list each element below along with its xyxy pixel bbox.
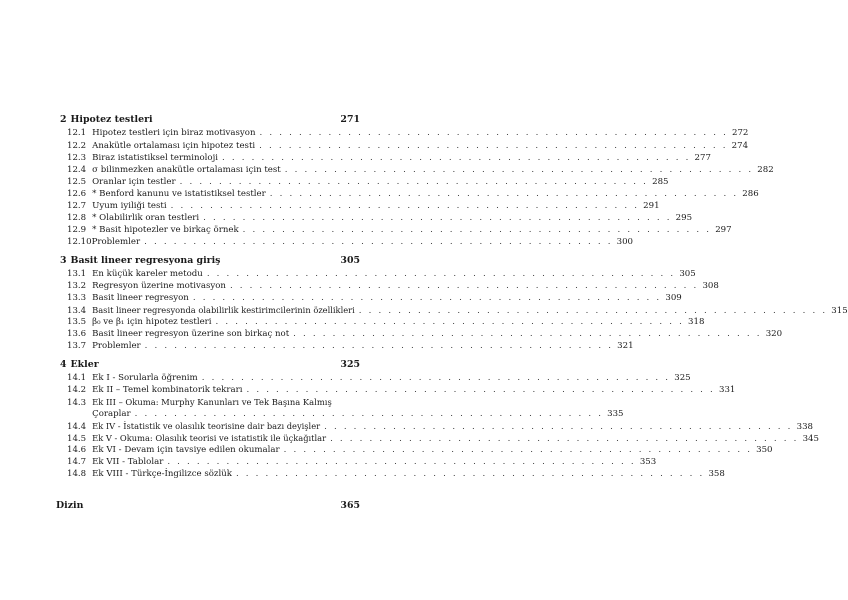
toc-entry-12-7[interactable]: 12.7 Uyum iyiliği testi . . . . . . . . . . . . . . . . . . . . . . . . . . . . . . . . . . . . . . . . . . . . . . . . 291	[67, 201, 660, 211]
chapter-14-heading[interactable]	[60, 360, 360, 370]
chapter-title: Basit lineer regresyona giriş	[70, 255, 221, 266]
toc-entry-14-5[interactable]: 14.5 Ek V - Okuma: Olasılık teorisi ve istatistik ile üçkağıtlar . . . . . . . . . . . . . . . . . . . . . . . . . . . . . . . . . . . . . . . . . . . . . . . . 345	[67, 433, 819, 444]
toc-entry-13-2[interactable]: 13.2 Regresyon üzerine motivasyon . . . . . . . . . . . . . . . . . . . . . . . . . . . . . . . . . . . . . . . . . . . . . . . . 308	[67, 281, 719, 291]
toc-entry-14-6[interactable]: 14.6 Ek VI - Devam için tavsiye edilen okumalar . . . . . . . . . . . . . . . . . . . . . . . . . . . . . . . . . . . . . . . . . . . . . . . . 350	[67, 445, 773, 455]
toc-entry-12-8[interactable]: 12.8 * Olabilirlik oran testleri . . . . . . . . . . . . . . . . . . . . . . . . . . . . . . . . . . . . . . . . . . . . . . . . 295	[67, 213, 693, 223]
toc-entry-14-3[interactable]: 14.3 Ek III – Okuma: Murphy Kanunları ve Tek Başına Kalmış	[67, 397, 332, 408]
toc-entry-14-7[interactable]: 14.7 Ek VII - Tablolar . . . . . . . . . . . . . . . . . . . . . . . . . . . . . . . . . . . . . . . . . . . . . . . . 353	[67, 457, 657, 467]
chapter-number: 2	[60, 114, 67, 125]
toc-entry-12-1[interactable]: 12.1 Hipotez testleri için biraz motivasyon . . . . . . . . . . . . . . . . . . . . . . . . . . . . . . . . . . . . . . . . . . . . . . . . 272	[67, 128, 749, 138]
toc-entry-14-8[interactable]: 14.8 Ek VIII - Türkçe-İngilizce sözlük . . . . . . . . . . . . . . . . . . . . . . . . . . . . . . . . . . . . . . . . . . . . . . . . 358	[67, 469, 725, 479]
toc-entry-13-5[interactable]: 13.5 β₀ ve β₁ için hipotez testleri . . . . . . . . . . . . . . . . . . . . . . . . . . . . . . . . . . . . . . . . . . . . . . . . 318	[67, 317, 705, 327]
toc-entry-13-4[interactable]: 13.4 Basit lineer regresyonda olabilirlik kestirimcilerinin özellikleri . . . . . . . . . . . . . . . . . . . . . . . . . . . . . . . . . . . . . . . . . . . . . . . . 315	[67, 305, 848, 316]
toc-entry-12-4[interactable]: 12.4 σ bilinmezken anakütle ortalaması için test . . . . . . . . . . . . . . . . . . . . . . . . . . . . . . . . . . . . . . . . . . . . . . . . 282	[67, 165, 774, 175]
toc-entry-13-7[interactable]: 13.7 Problemler . . . . . . . . . . . . . . . . . . . . . . . . . . . . . . . . . . . . . . . . . . . . . . . . 321	[67, 341, 634, 351]
chapter-number: 3	[60, 255, 67, 266]
toc-entry-12-5[interactable]: 12.5 Oranlar için testler . . . . . . . . . . . . . . . . . . . . . . . . . . . . . . . . . . . . . . . . . . . . . . . . 285	[67, 177, 669, 187]
toc-entry-14-1[interactable]: 14.1 Ek I - Sorularla öğrenim . . . . . . . . . . . . . . . . . . . . . . . . . . . . . . . . . . . . . . . . . . . . . . . . 325	[67, 373, 691, 383]
toc-entry-12-9[interactable]: 12.9 * Basit hipotezler ve birkaç örnek . . . . . . . . . . . . . . . . . . . . . . . . . . . . . . . . . . . . . . . . . . . . . . . . 297	[67, 225, 732, 235]
chapter-page: 271	[340, 114, 360, 125]
chapter-title: Ekler	[70, 359, 99, 370]
toc-entry-12-3[interactable]: 12.3 Biraz istatistiksel terminoloji . . . . . . . . . . . . . . . . . . . . . . . . . . . . . . . . . . . . . . . . . . . . . . . . 277	[67, 153, 711, 163]
toc-entry-13-1[interactable]: 13.1 En küçük kareler metodu . . . . . . . . . . . . . . . . . . . . . . . . . . . . . . . . . . . . . . . . . . . . . . . . 305	[67, 269, 696, 279]
chapter-number: 4	[60, 359, 67, 370]
toc-entry-14-3-continued[interactable]: Çoraplar . . . . . . . . . . . . . . . . . . . . . . . . . . . . . . . . . . . . . . . . . . . . . . . . 335	[92, 409, 624, 419]
index-page: 365	[340, 500, 360, 511]
index-title: Dizin	[56, 500, 84, 511]
chapter-13-heading[interactable]	[60, 256, 360, 266]
toc-entry-14-2[interactable]: 14.2 Ek II – Temel kombinatorik tekrarı . . . . . . . . . . . . . . . . . . . . . . . . . . . . . . . . . . . . . . . . . . . . . . . . 331	[67, 385, 736, 395]
index-heading[interactable]	[56, 501, 360, 511]
toc-entry-12-6[interactable]: 12.6 * Benford kanunu ve istatistiksel testler . . . . . . . . . . . . . . . . . . . . . . . . . . . . . . . . . . . . . . . . . . . . . . . . 286	[67, 189, 759, 199]
toc-entry-12-10[interactable]: 12.10 Problemler . . . . . . . . . . . . . . . . . . . . . . . . . . . . . . . . . . . . . . . . . . . . . . . . 300	[67, 237, 634, 247]
chapter-title: Hipotez testleri	[70, 114, 153, 125]
chapter-12-heading	[60, 115, 360, 125]
toc-entry-13-6[interactable]: 13.6 Basit lineer regresyon üzerine son birkaç not . . . . . . . . . . . . . . . . . . . . . . . . . . . . . . . . . . . . . . . . . . . . . . . . 320	[67, 329, 783, 339]
toc-entry-14-4[interactable]: 14.4 Ek IV - İstatistik ve olasılık teorisine dair bazı deyişler . . . . . . . . . . . . . . . . . . . . . . . . . . . . . . . . . . . . . . . . . . . . . . . . 338	[67, 421, 814, 432]
toc-entry-13-3[interactable]: 13.3 Basit lineer regresyon . . . . . . . . . . . . . . . . . . . . . . . . . . . . . . . . . . . . . . . . . . . . . . . . 309	[67, 293, 682, 303]
chapter-page: 325	[340, 359, 360, 370]
chapter-page: 305	[340, 255, 360, 266]
toc-entry-12-2[interactable]: 12.2 Anakütle ortalaması için hipotez testi . . . . . . . . . . . . . . . . . . . . . . . . . . . . . . . . . . . . . . . . . . . . . . . . 274	[67, 141, 749, 151]
